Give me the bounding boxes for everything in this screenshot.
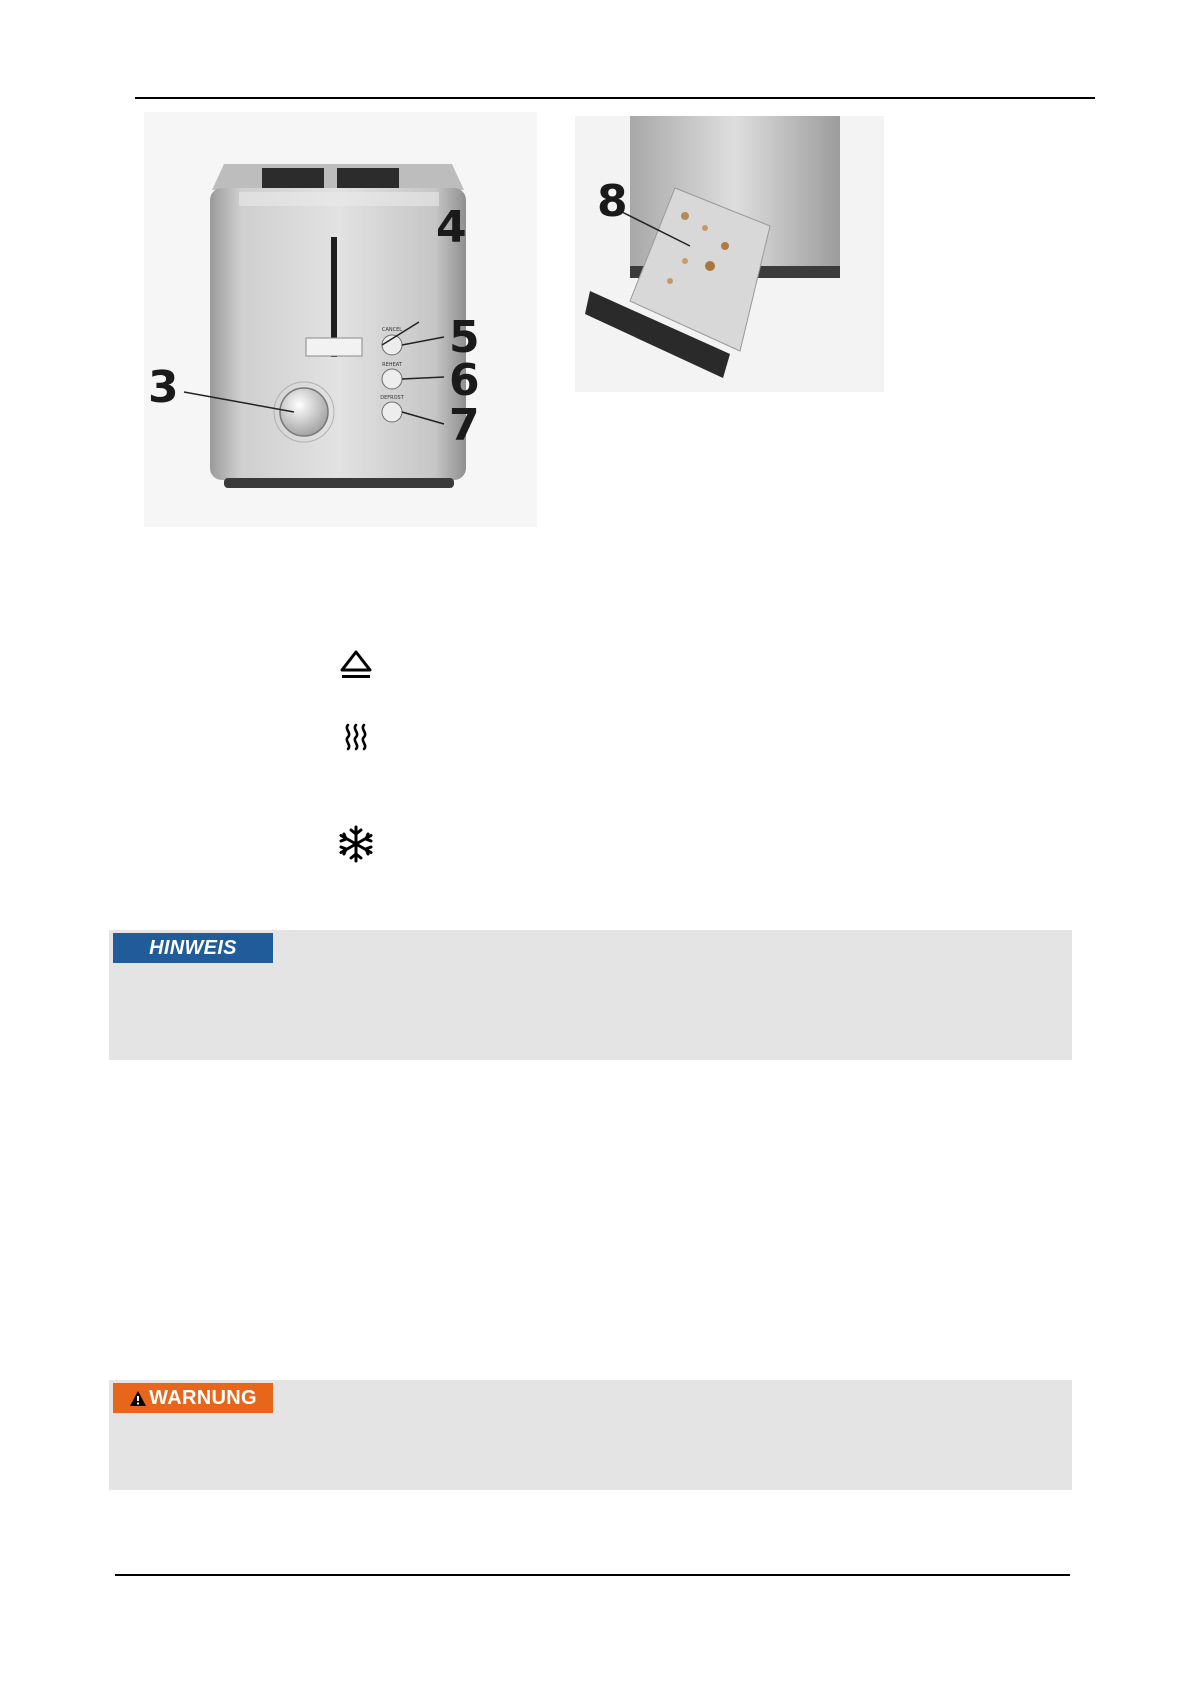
footer-rule <box>115 1574 1070 1576</box>
reheat-button-label: REHEAT <box>382 362 402 368</box>
eject-icon <box>336 644 376 684</box>
crumb-tray-photo <box>575 116 884 392</box>
toaster-photo <box>144 112 537 527</box>
warnung-label: WARNUNG <box>149 1386 257 1409</box>
callout-6: 6 <box>449 355 480 406</box>
callout-5: 5 <box>449 312 480 363</box>
toaster-illustration <box>144 112 537 527</box>
header-rule <box>135 97 1095 99</box>
warnung-notice <box>109 1380 1072 1490</box>
callout-3: 3 <box>148 362 179 413</box>
cancel-button-label: CANCEL <box>381 327 403 333</box>
callout-4: 4 <box>436 202 467 253</box>
warnung-label-badge <box>113 1383 273 1413</box>
heat-waves-icon <box>336 718 376 758</box>
snowflake-icon <box>336 824 376 864</box>
warning-triangle-icon <box>129 1390 147 1407</box>
hinweis-notice <box>109 930 1072 1060</box>
crumb-tray-illustration <box>575 116 884 392</box>
defrost-button-label: DEFROST <box>380 395 404 401</box>
callout-8: 8 <box>597 176 628 227</box>
callout-7: 7 <box>449 400 480 451</box>
hinweis-label: HINWEIS <box>113 933 273 963</box>
